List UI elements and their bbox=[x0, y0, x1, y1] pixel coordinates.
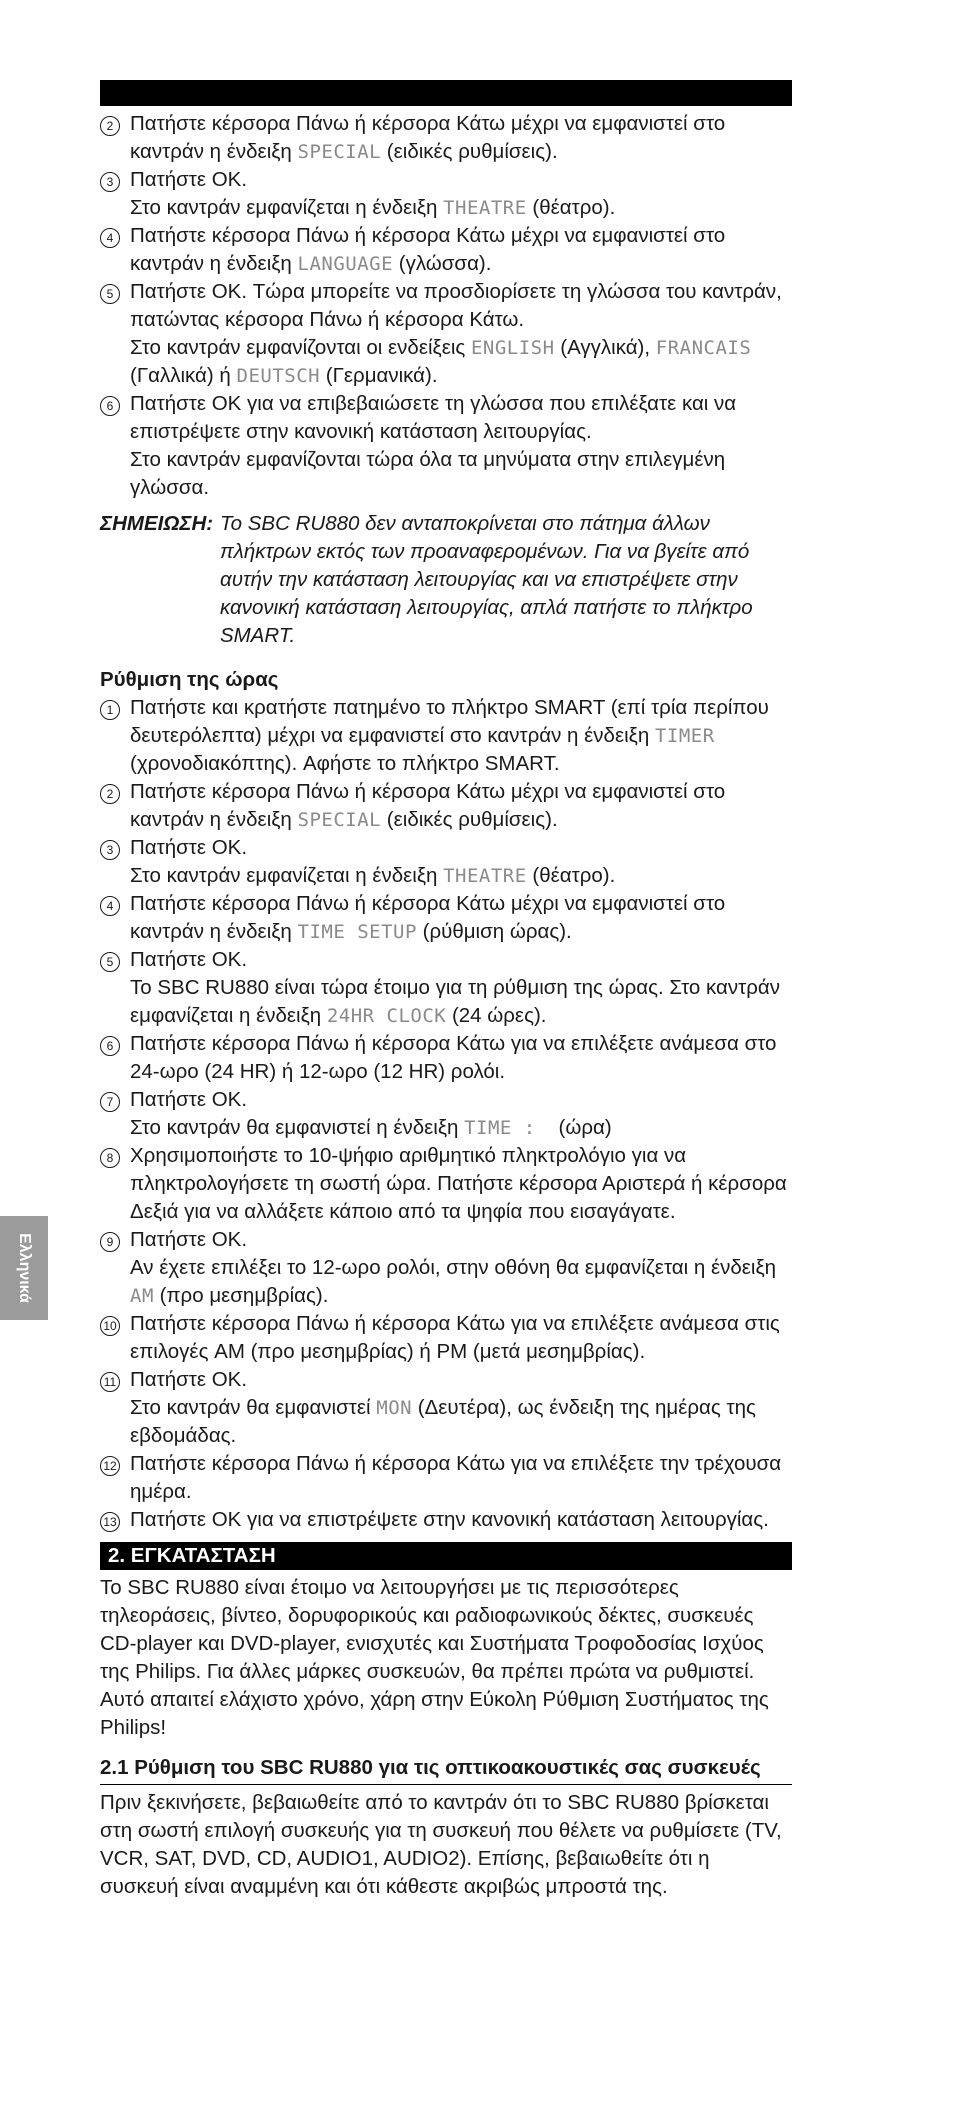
section-2-1-text: Πριν ξεκινήσετε, βεβαιωθείτε από το καντράν ότι το SBC RU880 βρίσκεται στη σωστή επιλογή συσκευής για τη συσκευή που θέλετε να ρυθμίσετε (TV, VCR, SAT, DVD, CD, AUDIO1, AUDIO2). Επίσης, βεβαιωθείτε ότι η συσκευή είναι αναμμένη και ότι κάθεστε ακριβώς μπροστά της. bbox=[100, 1791, 782, 1898]
step-number: 2 bbox=[100, 116, 120, 136]
display-readout: TIME SETUP bbox=[297, 921, 417, 943]
step-number: 6 bbox=[100, 1036, 120, 1056]
main-column bbox=[100, 110, 792, 1901]
display-readout: THEATRE bbox=[443, 197, 527, 219]
section-2-1-title: 2.1 Ρύθμιση του SBC RU880 για τις οπτικοακουστικές σας συσκευές bbox=[100, 1754, 792, 1785]
step-item bbox=[100, 778, 792, 834]
step-text: (Αγγλικά), bbox=[554, 336, 656, 359]
step-item bbox=[100, 222, 792, 278]
step-text: Πατήστε OK. bbox=[130, 1228, 248, 1251]
note-block bbox=[100, 510, 792, 650]
step-text: Αν έχετε επιλέξει το 12-ωρο ρολόι, στην οθόνη θα εμφανίζεται η ένδειξη bbox=[130, 1256, 782, 1279]
step-number: 5 bbox=[100, 284, 120, 304]
step-item bbox=[100, 166, 792, 222]
display-readout: THEATRE bbox=[443, 865, 527, 887]
step-item bbox=[100, 834, 792, 890]
display-readout: TIME : bbox=[464, 1117, 536, 1139]
step-text: Πατήστε κέρσορα Πάνω ή κέρσορα Κάτω μέχρι να εμφανιστεί στο καντράν η ένδειξη bbox=[130, 780, 731, 831]
step-text: Πατήστε OK για να επιβεβαιώσετε τη γλώσσα που επιλέξατε και να επιστρέψετε στην κανονική κατάσταση λειτουργίας. bbox=[130, 392, 742, 443]
step-number: 8 bbox=[100, 1148, 120, 1168]
step-item bbox=[100, 890, 792, 946]
step-number: 11 bbox=[100, 1372, 120, 1392]
step-text: (Γαλλικά) ή bbox=[130, 336, 757, 387]
step-item bbox=[100, 1310, 792, 1366]
step-text: Πατήστε κέρσορα Πάνω ή κέρσορα Κάτω μέχρι να εμφανιστεί στο καντράν η ένδειξη bbox=[130, 892, 731, 943]
step-text: Πατήστε κέρσορα Πάνω ή κέρσορα Κάτω μέχρι να εμφανιστεί στο καντράν η ένδειξη bbox=[130, 224, 731, 275]
section-2-title: 2. ΕΓΚΑΤΑΣΤΑΣΗ bbox=[100, 1542, 792, 1570]
step-text: (ειδικές ρυθμίσεις). bbox=[381, 808, 558, 831]
display-readout: ENGLISH bbox=[470, 337, 555, 359]
step-text: Στο καντράν θα εμφανιστεί bbox=[130, 1396, 377, 1419]
step-text: Στο καντράν εμφανίζονται οι ενδείξεις bbox=[130, 336, 471, 359]
step-number: 10 bbox=[100, 1316, 120, 1336]
step-number: 2 bbox=[100, 784, 120, 804]
step-text: Πατήστε OK. bbox=[130, 836, 248, 859]
display-readout: DEUTSCH bbox=[236, 365, 321, 387]
step-text: Χρησιμοποιήστε το 10-ψήφιο αριθμητικό πληκτρολόγιο για να πληκτρολογήσετε τη σωστή ώρα. Πατήστε κέρσορα Αριστερά ή κέρσορα Δεξιά για να αλλάξετε κάποιο από τα ψηφία που εισαγάγατε. bbox=[130, 1144, 792, 1223]
step-text: (Δευτέρα), ως ένδειξη της ημέρας της εβδομάδας. bbox=[130, 1396, 762, 1447]
step-text: Στο καντράν θα εμφανιστεί η ένδειξη bbox=[130, 1116, 465, 1139]
step-number: 9 bbox=[100, 1232, 120, 1252]
step-text: (θέατρο). bbox=[526, 196, 616, 219]
step-text: Στο καντράν εμφανίζεται η ένδειξη bbox=[130, 864, 444, 887]
step-number: 12 bbox=[100, 1456, 120, 1476]
language-side-tab bbox=[0, 1216, 48, 1320]
step-text: Πατήστε και κρατήστε πατημένο το πλήκτρο SMART (επί τρία περίπου δευτερόλεπτα) μέχρι να εμφανιστεί στο καντράν η ένδειξη bbox=[130, 696, 775, 747]
step-text: Πατήστε OK. bbox=[130, 1368, 248, 1391]
top-header-bar bbox=[100, 80, 792, 106]
step-number: 4 bbox=[100, 896, 120, 916]
step-number: 3 bbox=[100, 840, 120, 860]
display-readout: 24HR CLOCK bbox=[326, 1005, 447, 1027]
step-text: (χρονοδιακόπτης). Αφήστε το πλήκτρο SMART. bbox=[130, 724, 721, 775]
step-item bbox=[100, 1450, 792, 1506]
step-text: Πατήστε OK. bbox=[130, 168, 248, 191]
step-text: (ρύθμιση ώρας). bbox=[416, 920, 572, 943]
step-text: Πατήστε OK για να επιστρέψετε στην κανονική κατάσταση λειτουργίας. bbox=[130, 1508, 769, 1531]
step-text: (θέατρο). bbox=[526, 864, 616, 887]
display-readout: AM bbox=[130, 1285, 154, 1307]
step-text: Το SBC RU880 είναι τώρα έτοιμο για τη ρύθμιση της ώρας. Στο καντράν εμφανίζεται η ένδειξη bbox=[130, 976, 786, 1027]
step-item bbox=[100, 1506, 792, 1534]
step-text: (προ μεσημβρίας). bbox=[153, 1284, 329, 1307]
step-number: 6 bbox=[100, 396, 120, 416]
step-text: (24 ώρες). bbox=[446, 1004, 547, 1027]
step-item bbox=[100, 1086, 792, 1142]
display-readout: FRANCAIS bbox=[655, 337, 752, 359]
step-text: (Γερμανικά). bbox=[320, 364, 438, 387]
step-item bbox=[100, 1142, 792, 1226]
language-side-tab-label: Ελληνικά bbox=[16, 1233, 33, 1303]
step-item bbox=[100, 110, 792, 166]
step-item bbox=[100, 278, 792, 390]
step-item bbox=[100, 1030, 792, 1086]
step-text: Πατήστε κέρσορα Πάνω ή κέρσορα Κάτω για να επιλέξετε την τρέχουσα ημέρα. bbox=[130, 1452, 787, 1503]
step-text: Πατήστε OK. Τώρα μπορείτε να προσδιορίσετε τη γλώσσα του καντράν, πατώντας κέρσορα Πάνω ή κέρσορα Κάτω. bbox=[130, 280, 788, 331]
step-text: Πατήστε OK. bbox=[130, 948, 248, 971]
step-number: 1 bbox=[100, 700, 120, 720]
step-text: Στο καντράν εμφανίζεται η ένδειξη bbox=[130, 196, 444, 219]
step-text: Πατήστε OK. bbox=[130, 1088, 248, 1111]
time-steps bbox=[100, 694, 792, 1534]
step-number: 5 bbox=[100, 952, 120, 972]
display-readout: MON bbox=[376, 1397, 413, 1419]
note-label: ΣΗΜΕΙΩΣΗ: bbox=[100, 512, 214, 535]
step-item bbox=[100, 946, 792, 1030]
time-setting-heading: Ρύθμιση της ώρας bbox=[100, 668, 279, 691]
step-number: 7 bbox=[100, 1092, 120, 1112]
step-text: (ειδικές ρυθμίσεις). bbox=[381, 140, 558, 163]
step-item bbox=[100, 1366, 792, 1450]
step-item bbox=[100, 694, 792, 778]
step-text: Στο καντράν εμφανίζονται τώρα όλα τα μηνύματα στην επιλεγμένη γλώσσα. bbox=[130, 448, 731, 499]
step-text: (ώρα) bbox=[535, 1116, 612, 1139]
step-item bbox=[100, 1226, 792, 1310]
display-readout: SPECIAL bbox=[297, 141, 382, 163]
step-text: Πατήστε κέρσορα Πάνω ή κέρσορα Κάτω μέχρι να εμφανιστεί στο καντράν η ένδειξη bbox=[130, 112, 731, 163]
display-readout: TIMER bbox=[654, 725, 715, 747]
display-readout: LANGUAGE bbox=[297, 253, 394, 275]
language-steps bbox=[100, 110, 792, 502]
step-number: 4 bbox=[100, 228, 120, 248]
step-text: Πατήστε κέρσορα Πάνω ή κέρσορα Κάτω για να επιλέξετε ανάμεσα στις επιλογές AM (προ μεσημβρίας) ή PM (μετά μεσημβρίας). bbox=[130, 1312, 786, 1363]
step-text: (γλώσσα). bbox=[393, 252, 492, 275]
step-text: Πατήστε κέρσορα Πάνω ή κέρσορα Κάτω για να επιλέξετε ανάμεσα στο 24-ωρο (24 HR) ή 12-ωρο (12 HR) ρολόι. bbox=[130, 1032, 783, 1083]
step-item bbox=[100, 390, 792, 502]
display-readout: SPECIAL bbox=[297, 809, 382, 831]
section-2-intro: Το SBC RU880 είναι έτοιμο να λειτουργήσει με τις περισσότερες τηλεοράσεις, βίντεο, δορυφορικούς και ραδιοφωνικούς δέκτες, συσκευές CD-player και DVD-player, ενισχυτές και Συστήματα Τροφοδοσίας Ισχύος της Philips. Για άλλες μάρκες συσκευών, θα πρέπει πρώτα να ρυθμιστεί. Αυτό απαιτεί ελάχιστο χρόνο, χάρη στην Εύκολη Ρύθμιση Συστήματος της Philips! bbox=[100, 1576, 769, 1739]
step-number: 13 bbox=[100, 1512, 120, 1532]
step-number: 3 bbox=[100, 172, 120, 192]
note-text: Το SBC RU880 δεν ανταποκρίνεται στο πάτημα άλλων πλήκτρων εκτός των προαναφερομένων. Για να βγείτε από αυτήν την κατάσταση λειτουργίας και να επιστρέψετε στην κανονική κατάσταση λειτουργίας, απλά πατήστε το πλήκτρο SMART. bbox=[220, 512, 753, 647]
